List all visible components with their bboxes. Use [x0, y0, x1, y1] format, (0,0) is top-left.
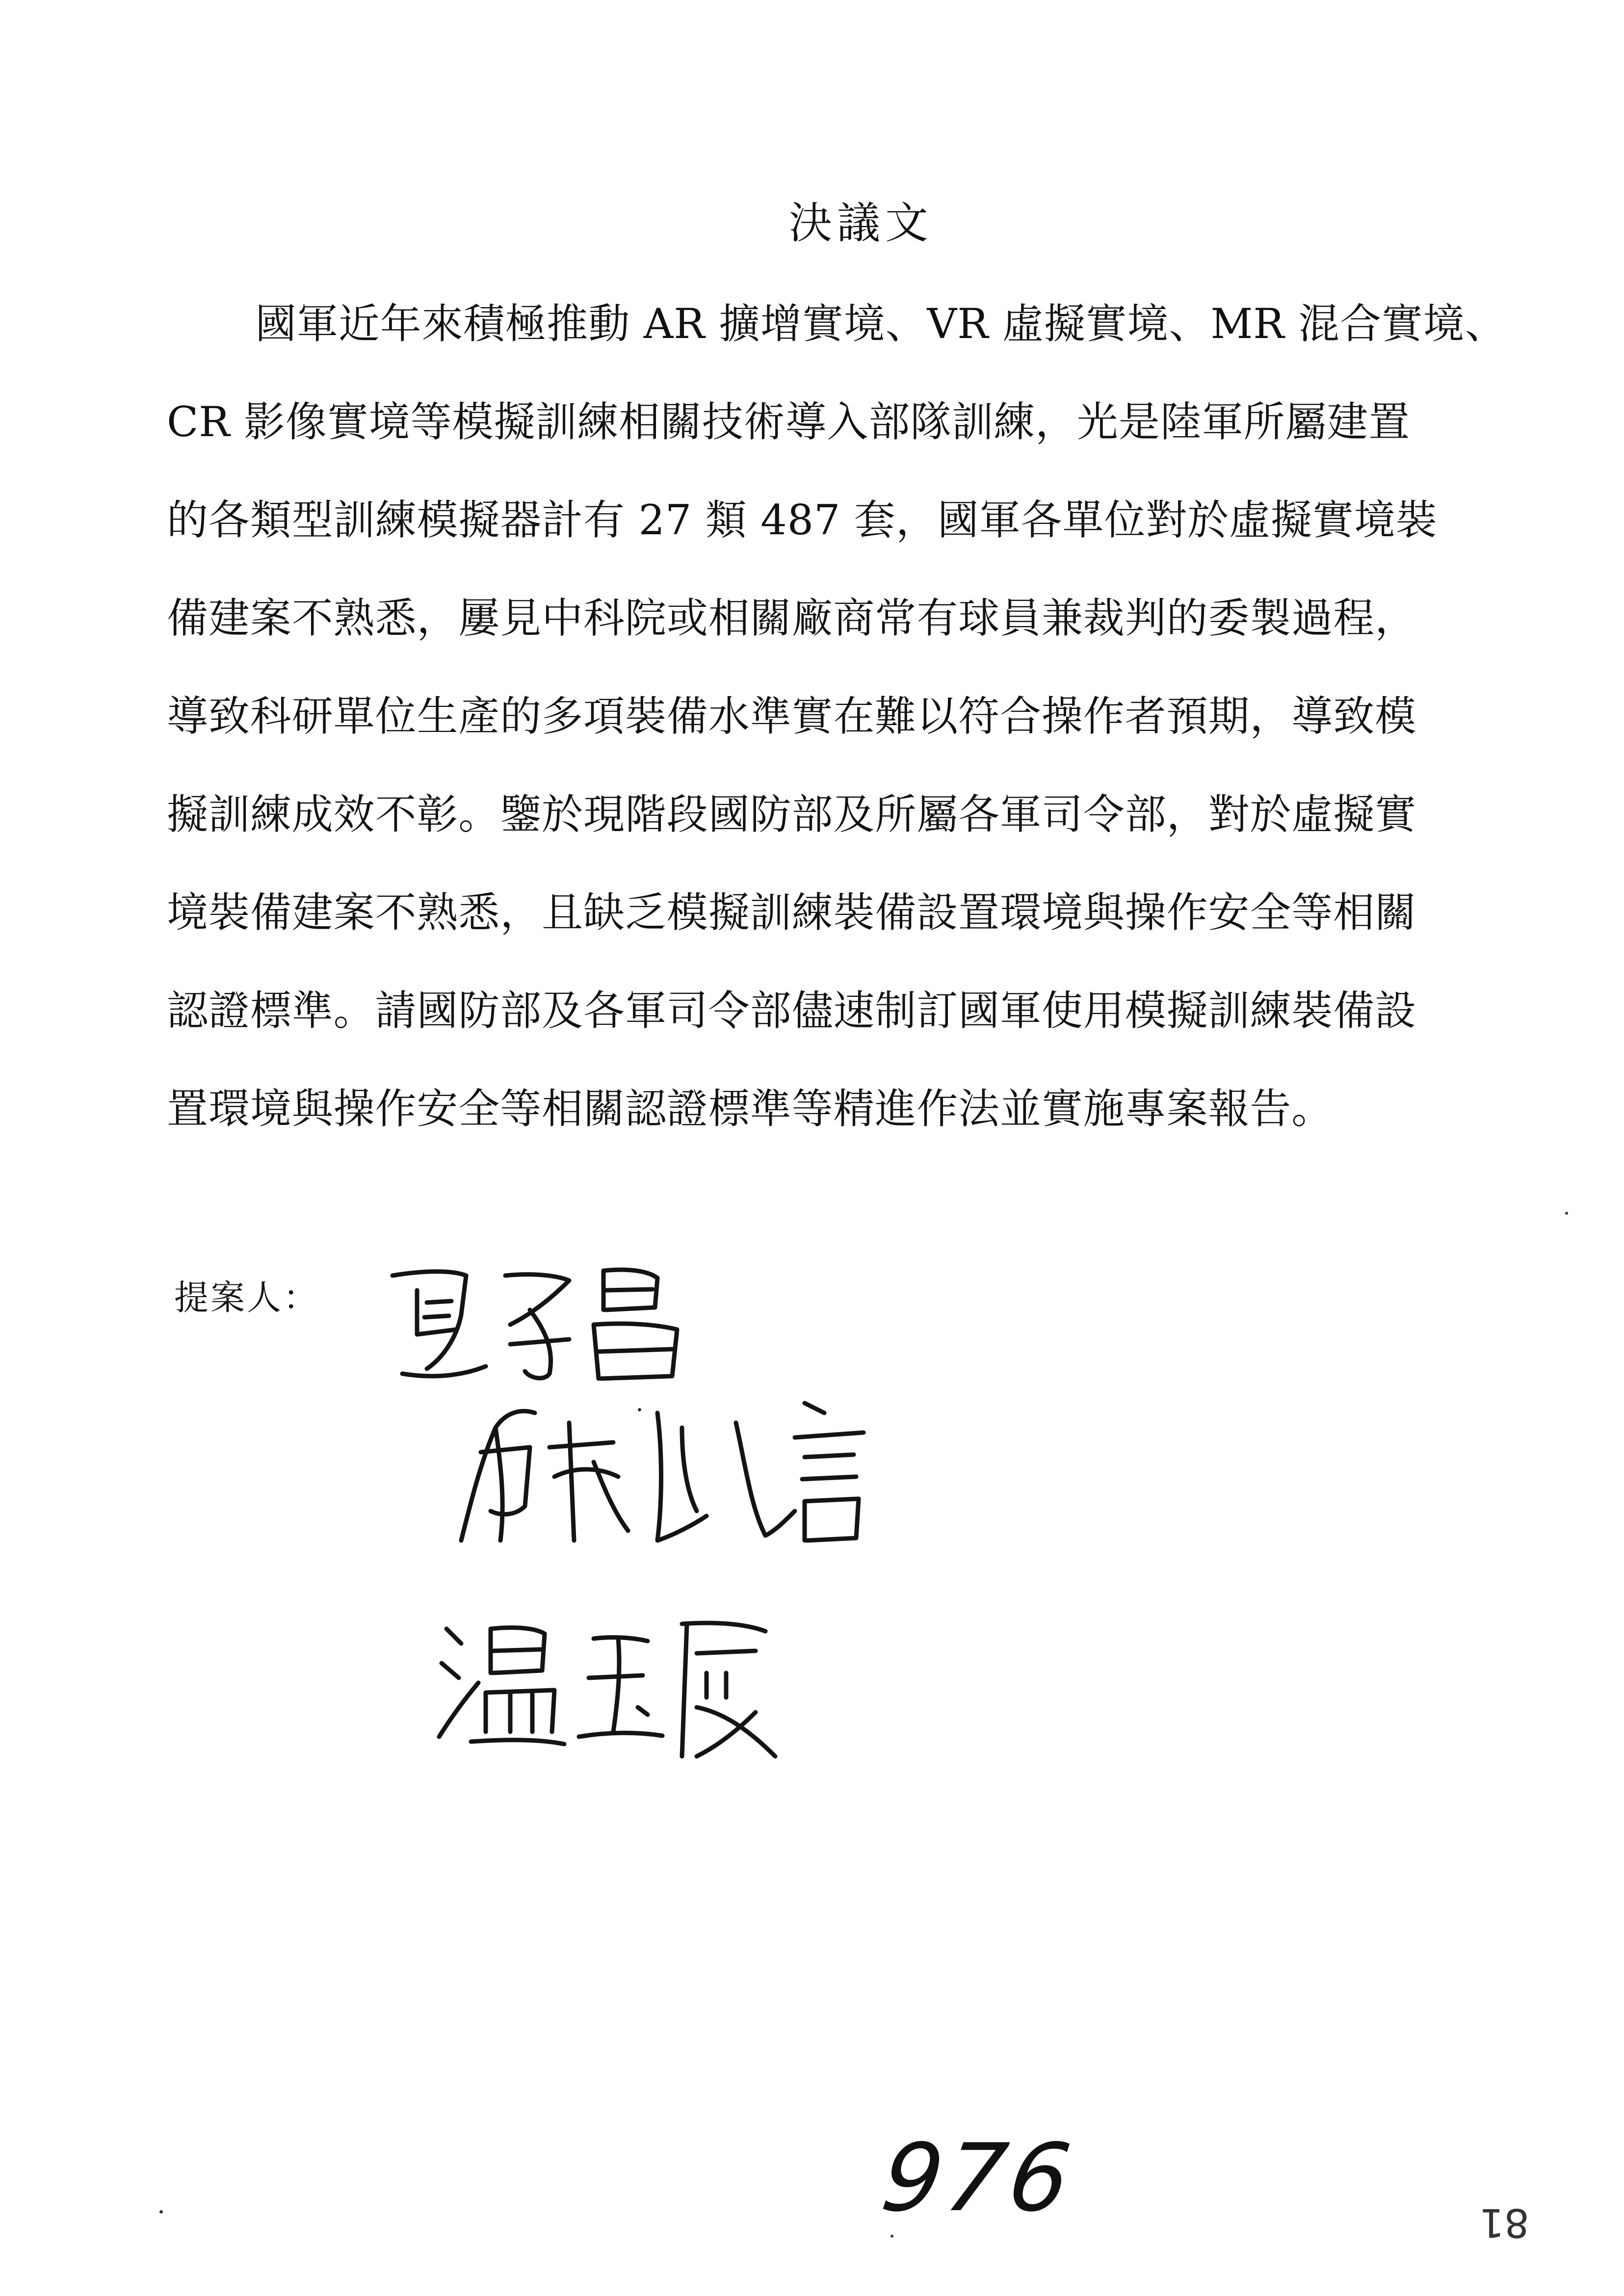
handwritten-page-number: 976 — [875, 2124, 1081, 2232]
body-line-7: 境裝備建案不熟悉，且缺乏模擬訓練裝備設置環境與操作安全等相關 — [167, 888, 1417, 937]
proposer-label: 提案人： — [174, 1278, 319, 1318]
body-line-4: 備建案不熟悉，屢見中科院或相關廠商常有球員兼裁判的委製過程， — [167, 594, 1417, 642]
scan-speck — [159, 2210, 163, 2214]
scan-speck — [891, 2235, 893, 2238]
signature-2 — [451, 1393, 873, 1550]
signature-1 — [383, 1256, 697, 1393]
document-title: 決議文 — [788, 198, 933, 248]
body-line-5: 導致科研單位生產的多項裝備水準實在難以符合操作者預期，導致模 — [167, 692, 1417, 740]
body-line-2: CR 影像實境等模擬訓練相關技術導入部隊訓練，光是陸軍所屬建置 — [167, 398, 1411, 446]
scan-speck — [1565, 1212, 1568, 1215]
body-line-1: 國軍近年來積極推動 AR 擴增實境、VR 虛擬實境、MR 混合實境、 — [255, 300, 1507, 348]
signature-3 — [432, 1609, 795, 1766]
body-line-8: 認證標準。請國防部及各軍司令部儘速制訂國軍使用模擬訓練裝備設 — [167, 987, 1417, 1035]
scan-speck — [638, 1408, 641, 1411]
body-line-9: 置環境與操作安全等相關認證標準等精進作法並實施專案報告。 — [167, 1085, 1334, 1133]
body-line-3: 的各類型訓練模擬器計有 27 類 487 套，國軍各單位對於虛擬實境裝 — [167, 496, 1438, 544]
body-line-6: 擬訓練成效不彰。鑒於現階段國防部及所屬各軍司令部，對於虛擬實 — [167, 790, 1417, 838]
corner-page-mark: 81 — [1479, 2200, 1529, 2245]
